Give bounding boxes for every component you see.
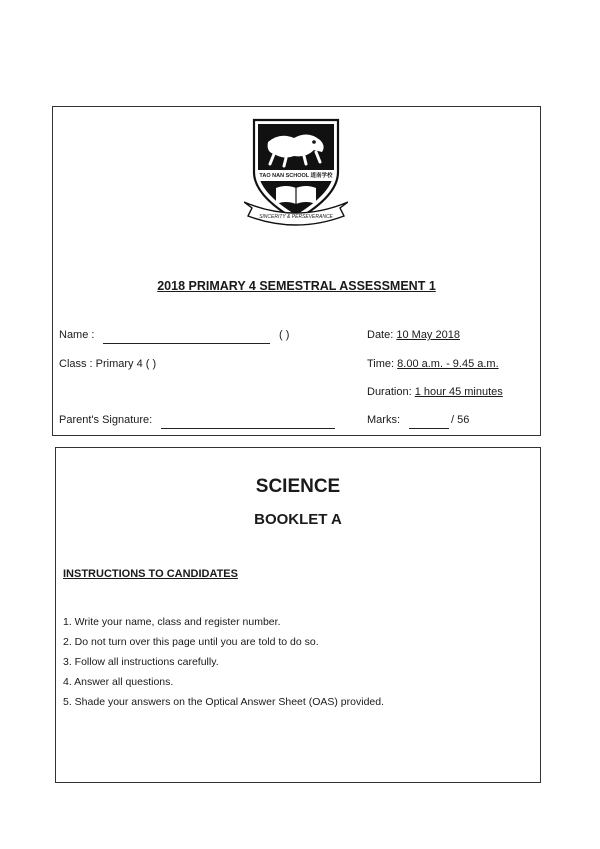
- booklet-box: [55, 447, 541, 783]
- parent-signature-field[interactable]: [161, 428, 335, 429]
- duration-field: [367, 386, 503, 398]
- parent-signature-label: Parent's Signature:: [59, 414, 153, 426]
- time-value: 8.00 a.m. - 9.45 a.m.: [397, 358, 499, 370]
- date-label: Date:: [367, 329, 394, 341]
- crest-motto: SINCERITY & PERSEVERANCE: [259, 214, 333, 220]
- class-label: Class : Primary 4 ( ): [59, 358, 157, 370]
- instruction-item: 2. Do not turn over this page until you are told to do so.: [63, 636, 319, 648]
- duration-value: 1 hour 45 minutes: [414, 386, 503, 398]
- booklet-title: BOOKLET A: [254, 511, 342, 528]
- assessment-title: 2018 PRIMARY 4 SEMESTRAL ASSESSMENT 1: [157, 279, 436, 293]
- register-number-brackets: ( ): [279, 329, 290, 341]
- marks-label: Marks:: [367, 414, 400, 426]
- instructions-heading: INSTRUCTIONS TO CANDIDATES: [63, 568, 238, 580]
- date-value: 10 May 2018: [396, 329, 460, 341]
- subject-title: SCIENCE: [255, 476, 341, 497]
- marks-field[interactable]: [409, 428, 449, 429]
- marks-total: / 56: [451, 414, 470, 426]
- instruction-item: 3. Follow all instructions carefully.: [63, 656, 219, 668]
- duration-label: Duration:: [367, 386, 412, 398]
- instruction-item: 5. Shade your answers on the Optical Answer Sheet (OAS) provided.: [63, 696, 385, 708]
- date-field: [367, 329, 460, 341]
- name-field[interactable]: [103, 343, 270, 344]
- time-label: Time:: [367, 358, 395, 370]
- time-field: [367, 358, 499, 370]
- instruction-item: 1. Write your name, class and register number.: [63, 616, 281, 628]
- name-label: Name :: [59, 329, 95, 341]
- instruction-item: 4. Answer all questions.: [63, 676, 174, 688]
- instructions-list: [63, 612, 384, 712]
- crest-school-band: TAO NAN SCHOOL 道南学校: [259, 173, 333, 179]
